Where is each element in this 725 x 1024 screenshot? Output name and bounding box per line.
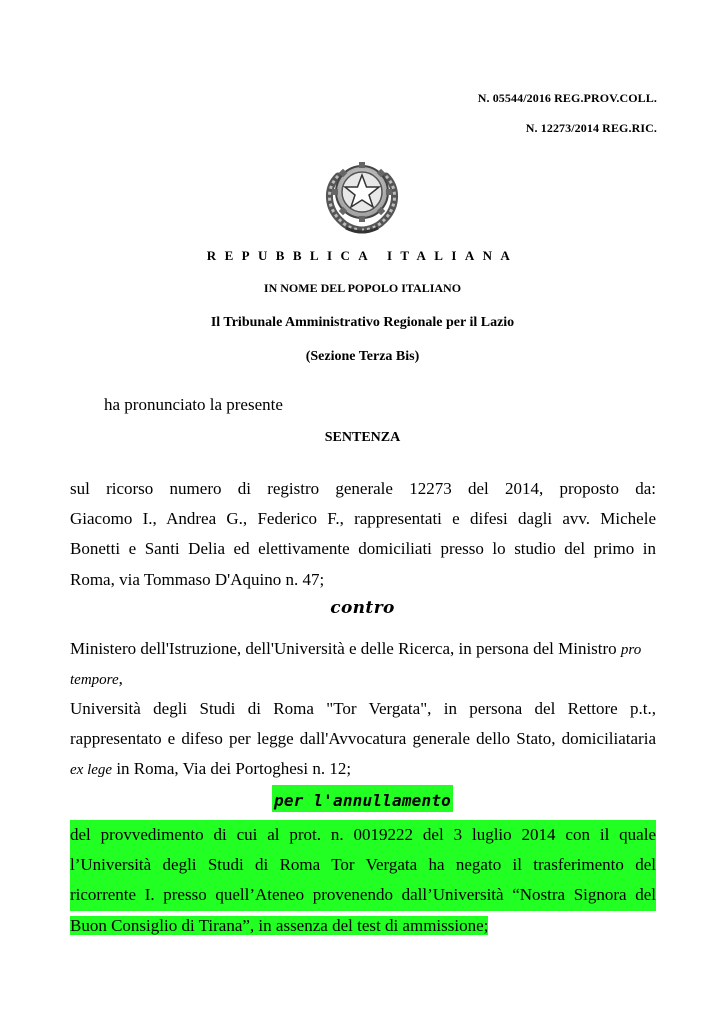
highlighted-line: l’Università degli Studi di Roma Tor Vergata ha negato il trasferimento del (70, 850, 656, 880)
tempore-italic: tempore (70, 672, 119, 689)
republic-heading: REPUBBLICA ITALIANA (206, 248, 519, 263)
text-line (70, 664, 656, 694)
highlighted-line: Buon Consiglio di Tirana”, in assenza del test di ammissione; (70, 915, 489, 935)
nome-popolo-heading: IN NOME DEL POPOLO ITALIANO (263, 281, 462, 295)
reg-ric-number: N. 12273/2014 REG.RIC. (525, 121, 657, 135)
text-line: rappresentato e difeso per legge dall'Avvocatura generale dello Stato, domiciliataria (70, 729, 656, 749)
annullamento-heading-wrap (0, 785, 725, 812)
pronunciato-text: ha pronunciato la presente (104, 395, 283, 414)
reg-prov-number: N. 05544/2016 REG.PROV.COLL. (477, 91, 657, 105)
annullamento-heading: per l'annullamento (272, 785, 453, 812)
tribunale-heading: Il Tribunale Amministrativo Regionale per il Lazio (210, 315, 515, 330)
highlighted-line: ricorrente I. presso quell’Ateneo provenendo dall’Università “Nostra Signora del (70, 880, 656, 910)
pro-italic: pro (620, 642, 642, 658)
text-line (70, 911, 656, 941)
exlege-italic: ex lege (70, 762, 113, 779)
text-line: sul ricorso numero di registro generale 12273 del 2014, proposto da: (70, 479, 656, 498)
text-line: Bonetti e Santi Delia ed elettivamente domiciliati presso lo studio del primo in (70, 539, 656, 559)
universita-paragraph (70, 694, 656, 785)
text-line: Università degli Studi di Roma "Tor Vergata", in persona del Rettore p.t., (70, 699, 656, 718)
contro-heading: contro (330, 598, 395, 618)
ricorso-paragraph (70, 474, 656, 595)
text-line: Giacomo I., Andrea G., Federico F., rappresentati e difesi dagli avv. Michele (70, 509, 656, 529)
italian-republic-emblem-icon (316, 146, 408, 238)
ministero-text: Ministero dell'Istruzione, dell'Università e delle Ricerca, in persona del Ministro (70, 639, 621, 658)
ministero-paragraph (70, 634, 656, 694)
highlighted-line: del provvedimento di cui al prot. n. 0019222 del 3 luglio 2014 con il quale (70, 820, 656, 850)
exlege-text: in Roma, Via dei Portoghesi n. 12; (112, 759, 352, 779)
text-line (70, 634, 656, 664)
comma-text: , (118, 669, 123, 689)
text-line (70, 754, 656, 784)
sezione-heading: (Sezione Terza Bis) (305, 349, 420, 364)
provvedimento-paragraph (70, 820, 656, 941)
text-line: Roma, via Tommaso D'Aquino n. 47; (70, 569, 325, 589)
sentenza-heading: SENTENZA (324, 430, 401, 445)
